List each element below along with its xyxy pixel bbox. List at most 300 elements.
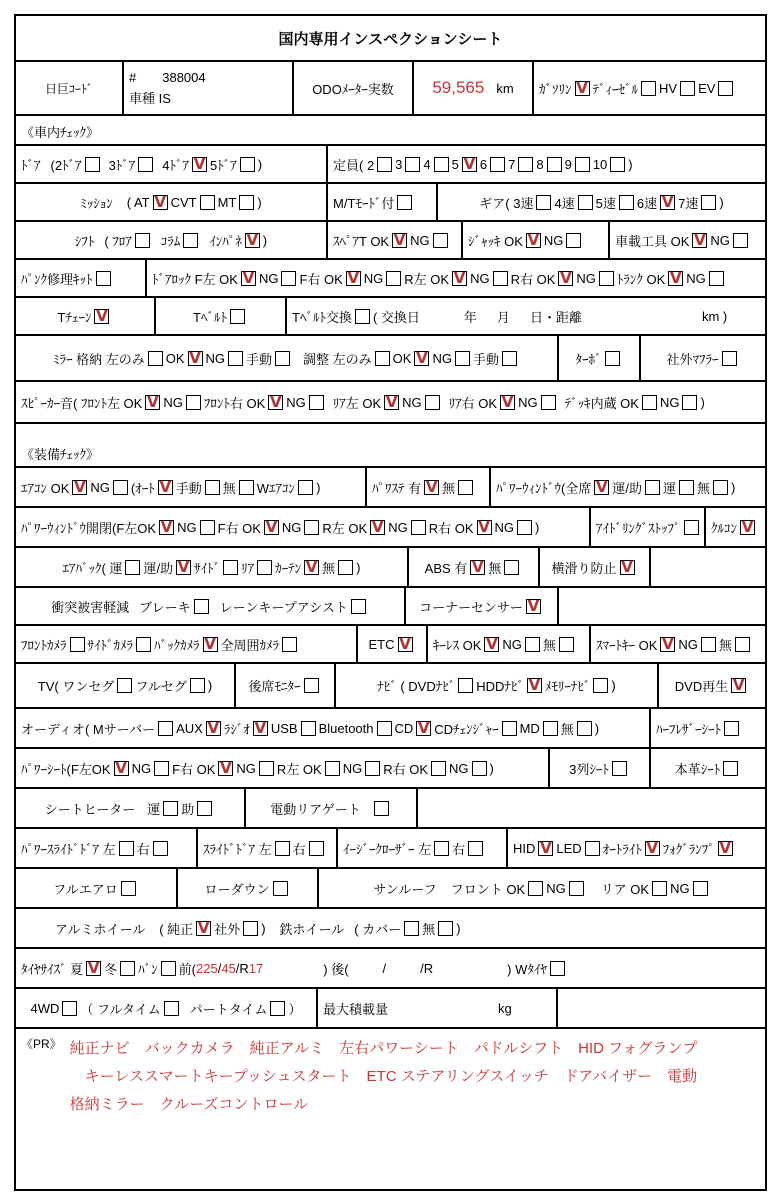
speaker-rear-right-ok-checkbox[interactable] [500,392,515,411]
label: 4 [423,156,431,172]
label: NG [678,636,698,652]
capacity-2-checkbox[interactable] [377,157,392,172]
capacity-8-checkbox[interactable] [547,157,562,172]
spacer [129,606,139,607]
tire-winter-checkbox[interactable] [120,961,135,976]
spacer [266,928,280,929]
label: 横滑り防止 [551,560,617,576]
navi-cell [334,664,657,707]
cruise-control-checkbox[interactable] [740,517,755,536]
row-tire [16,947,765,987]
label: / [382,960,387,976]
smart-key-ng-checkbox[interactable] [701,637,716,652]
alloy-wheel-aftermarket-checkbox[interactable] [243,921,258,936]
power-window-driver-checkbox[interactable] [679,480,694,495]
mirror-fold-left-only-checkbox[interactable] [148,351,163,366]
leather-seat-cell [649,749,765,787]
fuel-diesel-checkbox[interactable] [641,81,656,96]
gear-6-checkbox[interactable] [660,192,675,211]
dvd-playback-checkbox[interactable] [731,678,746,693]
capacity-9-checkbox[interactable] [575,157,590,172]
label: 年 [463,309,477,325]
row-mirror [16,334,765,380]
navi-hdd-checkbox[interactable] [527,678,542,693]
label: ﾊﾟﾜｽﾃ 有 [372,480,422,496]
full-aero-checkbox[interactable] [121,881,136,896]
turbo-cell [557,336,639,380]
check-mark: V [147,392,159,411]
label: ) [316,479,321,495]
abs-cell [407,548,538,586]
check-mark: V [719,838,731,857]
airbag-driver-checkbox[interactable] [125,560,140,575]
power-slide-door-left-checkbox[interactable] [119,841,134,856]
sunroof-rear-ok-checkbox[interactable] [652,881,667,896]
door-lock-fl-ng-checkbox[interactable] [281,271,296,286]
jack-ng-checkbox[interactable] [566,233,581,248]
alloy-wheel-oem-checkbox[interactable] [196,918,211,937]
label: フルエアロ [53,881,118,897]
check-mark: V [207,718,220,737]
four-wd-part-time-checkbox[interactable] [270,1001,285,1016]
gear-5-checkbox[interactable] [619,195,634,210]
t-chain-cell [16,298,154,334]
check-mark: V [417,718,430,737]
rear-monitor-checkbox[interactable] [304,678,319,693]
power-steering-no-checkbox[interactable] [458,480,473,495]
navi-memory-checkbox[interactable] [593,678,608,693]
label: NG [342,760,363,776]
mirror-fold-ng-checkbox[interactable] [228,351,243,366]
label: ｷｰﾚｽ OK [433,637,482,653]
speaker-deck-ng-checkbox[interactable] [682,395,697,410]
label: ﾄﾞｱ [21,157,41,173]
camera-front-checkbox[interactable] [70,637,85,652]
tv-oneseg-checkbox[interactable] [117,678,132,693]
power-slide-door-cell [16,829,196,867]
label: ﾃﾞｯｷ内蔵 OK [564,395,639,411]
low-down-checkbox[interactable] [273,881,288,896]
label: ﾃﾞｨｰｾﾞﾙ [592,81,638,97]
sunroof-front-ng-checkbox[interactable] [569,881,584,896]
label: Wｴｱｺﾝ [256,480,296,496]
check-mark: V [197,918,210,937]
tire-front-aspect: 45 [221,960,236,976]
gear-3-checkbox[interactable] [536,195,551,210]
door-lock-rl-ok-checkbox[interactable] [452,268,467,287]
led-checkbox[interactable] [585,841,600,856]
label: /R [235,960,249,976]
turbo-checkbox[interactable] [605,351,620,366]
timing-belt-checkbox[interactable] [230,309,245,324]
speaker-front-right-ng-checkbox[interactable] [309,395,324,410]
speaker-rear-right-ng-checkbox[interactable] [541,395,556,410]
fuel-gasoline-checkbox[interactable] [575,78,590,97]
keyless-none-checkbox[interactable] [559,637,574,652]
seat-heater-passenger-checkbox[interactable] [197,801,212,816]
dealer-code-label: 日巨ｺｰﾄﾞ [44,81,93,96]
gear-4-checkbox[interactable] [578,195,593,210]
seat-heater-driver-checkbox[interactable] [163,801,178,816]
check-mark: V [621,557,633,576]
airbag-curtain-checkbox[interactable] [304,557,319,576]
row-speaker [16,380,765,422]
section-title-equipment: 《装備ﾁｪｯｸ》 [21,447,100,462]
label: ﾊﾟﾜｰｳｨﾝﾄﾞｳ(全席 [496,480,592,496]
speaker-deck-ok-checkbox[interactable] [642,395,657,410]
door-lock-rr-ng-checkbox[interactable] [599,271,614,286]
corner-sensor-checkbox[interactable] [526,596,541,615]
airbag-none-checkbox[interactable] [338,560,353,575]
idling-stop-checkbox[interactable] [684,520,699,535]
keyless-ng-checkbox[interactable] [525,637,540,652]
check-mark: V [371,517,384,536]
trans-mt-checkbox[interactable] [239,195,254,210]
label: 調整 左のみ [303,351,372,367]
power-window-front-checkbox[interactable] [645,480,660,495]
power-seat-rr-ng-checkbox[interactable] [472,761,487,776]
pw-open-rl-ok-checkbox[interactable] [370,517,385,536]
label: NG [710,232,730,248]
capacity-6-checkbox[interactable] [490,157,505,172]
door-3-checkbox[interactable] [138,157,153,172]
camera-around-checkbox[interactable] [282,637,297,652]
aircon-ok-checkbox[interactable] [72,477,87,496]
spacer [21,928,55,929]
label: （ フルタイム [80,1001,161,1017]
check-mark: V [242,268,255,287]
airbag-passenger-checkbox[interactable] [176,557,191,576]
label: ｻｲﾄﾞｶﾒﾗ [87,637,133,653]
label: ﾌｫｸﾞﾗﾝﾌﾟ [662,841,715,857]
label: コーナーセンサー [419,599,523,615]
smart-key-ok-checkbox[interactable] [660,634,675,653]
mirror-adjust-manual-checkbox[interactable] [502,351,517,366]
aftermarket-muffler-checkbox[interactable] [722,351,737,366]
keyless-ok-checkbox[interactable] [484,634,499,653]
label: ) [489,760,494,776]
label: ｽﾍﾟｱT OK [333,233,390,249]
third-row-seat-checkbox[interactable] [612,761,627,776]
smart-key-none-checkbox[interactable] [735,637,750,652]
check-mark: V [661,192,674,211]
check-mark: V [177,557,190,576]
tools-ok-checkbox[interactable] [692,230,707,249]
label: ｽﾗｲﾄﾞﾄﾞｱ 左 [203,841,272,857]
shift-column-checkbox[interactable] [183,233,198,248]
label: R右 OK [428,520,474,536]
capacity-5-checkbox[interactable] [462,154,477,173]
speaker-rear-left-ok-checkbox[interactable] [384,392,399,411]
check-mark: V [189,348,201,367]
lane-keep-assist-checkbox[interactable] [351,599,366,614]
easy-closer-left-checkbox[interactable] [434,841,449,856]
row-camera [16,624,765,662]
airbag-side-checkbox[interactable] [223,560,238,575]
check-mark: V [393,230,406,249]
row-aircon [16,466,765,506]
label: NG [670,880,690,896]
trans-cvt-checkbox[interactable] [200,195,215,210]
label: 無 [696,480,710,496]
aircon-manual-checkbox[interactable] [205,480,220,495]
power-rear-gate-checkbox[interactable] [374,801,389,816]
aircon-none-checkbox[interactable] [239,480,254,495]
pw-open-fl-ng-checkbox[interactable] [200,520,215,535]
power-slide-door-right-checkbox[interactable] [153,841,168,856]
auto-light-checkbox[interactable] [645,838,660,857]
label: 運/助 [143,560,174,576]
check-mark: V [254,718,267,737]
spacer [388,1008,498,1009]
power-seat-rl-ok-checkbox[interactable] [325,761,340,776]
audio-radio-checkbox[interactable] [253,718,268,737]
easy-closer-right-checkbox[interactable] [468,841,483,856]
tools-ng-checkbox[interactable] [733,233,748,248]
mirror-fold-ok-checkbox[interactable] [188,348,203,367]
label: 5 [451,156,459,172]
slide-door-left-checkbox[interactable] [275,841,290,856]
spacer [94,240,104,241]
door-lock-cell [145,260,765,296]
label: ﾊﾟﾝｸ修理ｷｯﾄ [21,271,93,287]
pw-open-rl-ng-checkbox[interactable] [411,520,426,535]
etc-checkbox[interactable] [398,634,413,653]
label: 3ﾄﾞｱ [108,157,136,173]
transmission-cell [16,184,326,220]
row-wheel [16,907,765,947]
sunroof-rear-ng-checkbox[interactable] [693,881,708,896]
navi-dvd-checkbox[interactable] [458,678,473,693]
capacity-7-checkbox[interactable] [518,157,533,172]
label: ( カバー [354,921,402,937]
pw-open-fr-ng-checkbox[interactable] [304,520,319,535]
pw-open-rr-ng-checkbox[interactable] [517,520,532,535]
leather-seat-checkbox[interactable] [723,761,738,776]
label: MD [519,720,540,736]
slide-door-right-checkbox[interactable] [309,841,324,856]
audio-music-server-checkbox[interactable] [158,721,173,736]
collision-brake-checkbox[interactable] [194,599,209,614]
check-mark: V [160,517,173,536]
door-4-checkbox[interactable] [192,154,207,173]
power-seat-fr-ok-checkbox[interactable] [218,758,233,777]
audio-md-checkbox[interactable] [543,721,558,736]
label: 運 [147,801,161,817]
label: F右 OK [172,761,216,777]
fuel-hv-checkbox[interactable] [680,81,695,96]
capacity-10-checkbox[interactable] [610,157,625,172]
check-mark: V [87,958,100,977]
label: ( AT [126,194,150,210]
label: ﾌﾛﾝﾄｶﾒﾗ [21,637,67,653]
audio-cd-changer-checkbox[interactable] [502,721,517,736]
label: ﾗｼﾞｵ [223,721,250,737]
label: ﾒﾓﾘｰﾅﾋﾞ [544,679,591,694]
tire-summer-checkbox[interactable] [86,958,101,977]
spacer [212,606,220,607]
label: ｴｱﾊﾞｯｸ( 運 [62,560,123,576]
label: NG [258,270,279,286]
vehicle-id-cell [122,62,292,114]
hid-checkbox[interactable] [538,838,553,857]
door-lock-rl-ng-checkbox[interactable] [493,271,508,286]
mirror-adjust-ok-checkbox[interactable] [414,348,429,367]
check-mark: V [540,838,552,857]
section-equipment [16,422,765,466]
check-mark: V [662,634,674,653]
label: AUX [176,720,203,736]
label: EV [698,80,716,96]
corner-sensor-cell [404,588,557,624]
tire-front-rim: 17 [248,960,264,976]
spacer [420,316,464,317]
power-window-all-checkbox[interactable] [594,477,609,496]
mirror-adjust-ng-checkbox[interactable] [455,351,470,366]
label: ｽﾏｰﾄｷｰ OK [596,637,658,653]
speaker-front-left-ok-checkbox[interactable] [145,392,160,411]
aircon-dual-checkbox[interactable] [298,480,313,495]
speaker-rear-left-ng-checkbox[interactable] [425,395,440,410]
odo-value: 59,565 [432,78,485,97]
power-seat-rl-ng-checkbox[interactable] [365,761,380,776]
label: 右 [136,841,150,857]
shift-floor-checkbox[interactable] [135,233,150,248]
power-window-none-checkbox[interactable] [713,480,728,495]
lights-cell [506,829,765,867]
row-seat-heater [16,787,765,827]
puncture-repair-kit-checkbox[interactable] [96,271,111,286]
audio-bluetooth-checkbox[interactable] [377,721,392,736]
label: M/Tﾓｰﾄﾞ付 [333,195,395,211]
gear-7-checkbox[interactable] [701,195,716,210]
power-seat-rr-ok-checkbox[interactable] [431,761,446,776]
capacity-3-checkbox[interactable] [405,157,420,172]
fuel-ev-checkbox[interactable] [718,81,733,96]
mirror-fold-manual-checkbox[interactable] [275,351,290,366]
camera-side-checkbox[interactable] [136,637,151,652]
label: 電動リアゲート [270,801,361,817]
timing-chain-checkbox[interactable] [94,306,109,325]
check-mark: V [220,758,232,777]
check-mark: V [528,676,541,694]
door-lock-trunk-ok-checkbox[interactable] [668,268,683,287]
mirror-adjust-left-only-checkbox[interactable] [375,351,390,366]
label: ｽﾋﾟｰｶｰ音( ﾌﾛﾝﾄ左 OK [21,395,143,411]
aircon-cell [16,468,365,506]
trans-at-checkbox[interactable] [153,192,168,211]
timing-belt-exchange-checkbox[interactable] [355,309,370,324]
shift-inpane-checkbox[interactable] [245,230,260,249]
label: ﾐﾗｰ 格納 左のみ [53,351,145,367]
camera-back-checkbox[interactable] [203,634,218,653]
label: 前( [178,961,196,977]
power-seat-fl-ok-checkbox[interactable] [114,758,129,777]
double-tire-checkbox[interactable] [550,961,565,976]
label: 右 [292,841,306,857]
spacer [433,968,507,969]
label: ｵｰﾄﾗｲﾄ [602,841,642,857]
label: ｶｰﾃﾝ [275,560,302,576]
door-lock-fl-ok-checkbox[interactable] [241,268,256,287]
check-mark: V [501,392,514,411]
airbag-rear-checkbox[interactable] [257,560,272,575]
door-lock-fr-ng-checkbox[interactable] [386,271,401,286]
audio-usb-checkbox[interactable] [301,721,316,736]
door-count-cell [16,146,326,182]
sunroof-front-ok-checkbox[interactable] [528,881,543,896]
rear-monitor-cell [234,664,334,707]
power-seat-fr-ng-checkbox[interactable] [259,761,274,776]
label: 右 [452,841,466,857]
mt-mode-checkbox[interactable] [397,195,412,210]
speaker-front-right-ok-checkbox[interactable] [268,392,283,411]
steel-wheel-cover-checkbox[interactable] [404,921,419,936]
half-leather-seat-checkbox[interactable] [724,721,739,736]
fog-lamp-checkbox[interactable] [718,838,733,857]
label: ) [261,920,266,936]
door-lock-fr-ok-checkbox[interactable] [346,268,361,287]
power-seat-fl-ng-checkbox[interactable] [154,761,169,776]
jack-ok-checkbox[interactable] [526,230,541,249]
tv-fullseg-checkbox[interactable] [190,678,205,693]
aircon-ng-checkbox[interactable] [113,480,128,495]
check-mark: V [486,634,498,653]
audio-none-checkbox[interactable] [577,721,592,736]
row-airbag [16,546,765,586]
abs-yes-checkbox[interactable] [470,557,485,576]
door-lock-rr-ok-checkbox[interactable] [558,268,573,287]
power-steering-yes-checkbox[interactable] [424,477,439,496]
label: 3列ｼｰﾄ [569,761,609,777]
speaker-front-left-ng-checkbox[interactable] [186,395,201,410]
label: ﾄﾞｱﾛｯｸ F左 OK [152,271,238,287]
label: 運/助 [612,480,642,496]
aircon-auto-checkbox[interactable] [158,477,173,496]
pw-open-rr-ok-checkbox[interactable] [477,517,492,536]
door-5-checkbox[interactable] [240,157,255,172]
label: (ｵｰﾄ [130,480,155,496]
stability-control-checkbox[interactable] [620,557,635,576]
label: サンルーフ [373,881,437,897]
row-4wd [16,987,765,1027]
door-2-checkbox[interactable] [85,157,100,172]
spacer [361,808,371,809]
pw-open-fr-ok-checkbox[interactable] [264,517,279,536]
door-lock-trunk-ng-checkbox[interactable] [709,271,724,286]
spare-tire-ng-checkbox[interactable] [433,233,448,248]
spare-tire-ok-checkbox[interactable] [392,230,407,249]
four-wd-full-time-checkbox[interactable] [164,1001,179,1016]
tire-van-checkbox[interactable] [161,961,176,976]
label: ﾊﾟﾜｰｳｨﾝﾄﾞｳ開閉(F左OK [21,520,157,536]
label: ( 交換日 [372,309,420,325]
audio-cd-checkbox[interactable] [416,718,431,737]
label: ｲｰｼﾞｰｸﾛｰｻﾞｰ 左 [343,841,432,857]
label: 5速 [595,195,616,211]
check-mark: V [265,517,278,536]
four-wd-checkbox[interactable] [62,1001,77,1016]
tire-size-cell [16,949,765,987]
capacity-4-checkbox[interactable] [434,157,449,172]
audio-aux-checkbox[interactable] [206,718,221,737]
label: Bluetooth [318,720,374,736]
check-mark: V [694,230,706,249]
steel-wheel-none-checkbox[interactable] [438,921,453,936]
check-mark: V [74,477,86,496]
abs-no-checkbox[interactable] [504,560,519,575]
pw-open-fl-ok-checkbox[interactable] [159,517,174,536]
